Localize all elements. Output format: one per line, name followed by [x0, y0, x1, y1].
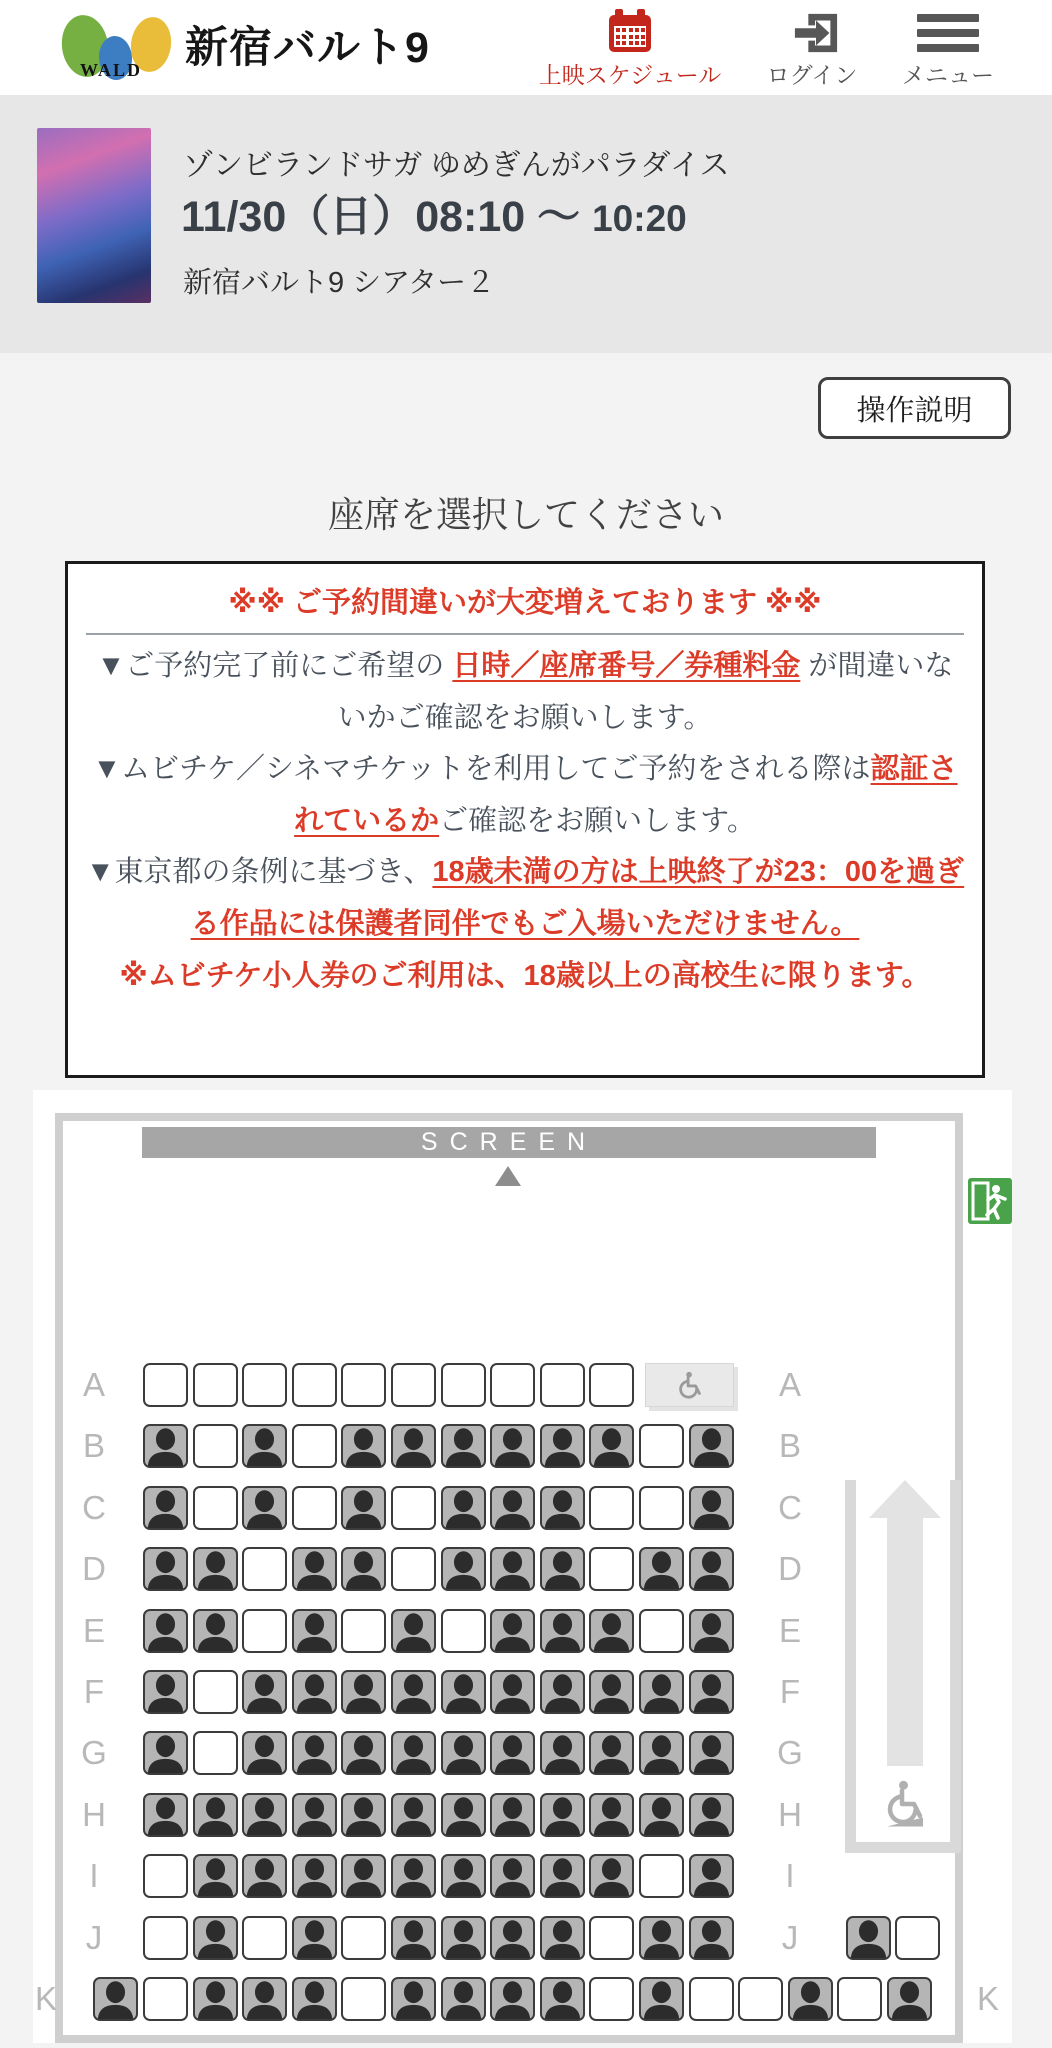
row-label-left-E: E — [82, 1612, 105, 1649]
row-label-right-A: A — [778, 1366, 801, 1403]
seat-G6 — [391, 1731, 436, 1775]
seat-B12 — [689, 1424, 734, 1468]
seat-J3[interactable] — [242, 1916, 287, 1960]
notice-divider — [86, 633, 964, 635]
seat-D12 — [689, 1547, 734, 1591]
seat-A8[interactable] — [490, 1363, 535, 1407]
wald-logo-text: WALD — [80, 60, 143, 80]
seat-D9 — [540, 1547, 585, 1591]
seat-A5[interactable] — [341, 1363, 386, 1407]
seat-A10[interactable] — [589, 1363, 634, 1407]
seat-D8 — [490, 1547, 535, 1591]
aisle-up-arrow-icon — [869, 1480, 941, 1518]
seat-E5[interactable] — [341, 1609, 386, 1653]
emergency-exit-icon — [968, 1178, 1012, 1224]
seat-B4[interactable] — [292, 1424, 337, 1468]
seat-A9[interactable] — [540, 1363, 585, 1407]
seat-J6 — [391, 1916, 436, 1960]
help-button[interactable]: 操作説明 — [818, 377, 1011, 439]
seat-F9 — [540, 1670, 585, 1714]
row-label-left-J: J — [85, 1919, 103, 1956]
seat-K12 — [639, 1977, 684, 2021]
movie-info-section — [0, 95, 1052, 353]
seat-J8 — [490, 1916, 535, 1960]
row-label-right-I: I — [785, 1857, 795, 1894]
seat-E3[interactable] — [242, 1609, 287, 1653]
seat-E7[interactable] — [441, 1609, 486, 1653]
seat-E10 — [589, 1609, 634, 1653]
seat-A4[interactable] — [292, 1363, 337, 1407]
seat-A3[interactable] — [242, 1363, 287, 1407]
seat-D7 — [441, 1547, 486, 1591]
row-label-left-C: C — [82, 1489, 106, 1526]
header-bar — [0, 0, 1052, 95]
seat-D11 — [639, 1547, 684, 1591]
seat-G5 — [341, 1731, 386, 1775]
seat-F4 — [292, 1670, 337, 1714]
seat-G1 — [143, 1731, 188, 1775]
seat-J13 — [846, 1916, 891, 1960]
site-name: 新宿バルト9 — [185, 24, 430, 72]
row-label-right-G: G — [777, 1734, 803, 1771]
seat-K4 — [242, 1977, 287, 2021]
seat-J10[interactable] — [589, 1916, 634, 1960]
notice-paragraph: ▼ご予約完了前にご希望の 日時／座席番号／券種料金 が間違いないかご確認をお願いします。 — [96, 650, 954, 734]
seat-E11[interactable] — [639, 1609, 684, 1653]
notice-paragraph: ▼東京都の条例に基づき、18歳未満の方は上映終了が23：00を過ぎる作品には保護者同伴でもご入場いただけません。 — [85, 856, 965, 941]
seat-B7 — [441, 1424, 486, 1468]
seat-I12 — [689, 1854, 734, 1898]
seat-C3 — [242, 1486, 287, 1530]
seat-A6[interactable] — [391, 1363, 436, 1407]
movie-venue: 新宿バルト9 シアター２ — [183, 267, 496, 299]
seat-I7 — [441, 1854, 486, 1898]
seat-H2 — [193, 1793, 238, 1837]
seat-J12 — [689, 1916, 734, 1960]
wheelchair-seat-space[interactable] — [645, 1363, 734, 1407]
movie-poster — [37, 128, 151, 303]
seat-G8 — [490, 1731, 535, 1775]
row-label-right-B: B — [778, 1427, 801, 1464]
seat-E2 — [193, 1609, 238, 1653]
seat-H3 — [242, 1793, 287, 1837]
movie-end-time: 10:20 — [592, 198, 687, 239]
seat-B1 — [143, 1424, 188, 1468]
seat-J9 — [540, 1916, 585, 1960]
seat-H5 — [341, 1793, 386, 1837]
seat-G3 — [242, 1731, 287, 1775]
seat-K6[interactable] — [341, 1977, 386, 2021]
seat-G11 — [639, 1731, 684, 1775]
seat-K14[interactable] — [738, 1977, 783, 2021]
row-label-left-A: A — [82, 1366, 105, 1403]
nav-menu-label: メニュー — [902, 62, 994, 88]
seat-G2[interactable] — [193, 1731, 238, 1775]
seat-H6 — [391, 1793, 436, 1837]
seat-E9 — [540, 1609, 585, 1653]
seat-F12 — [689, 1670, 734, 1714]
seat-C6[interactable] — [391, 1486, 436, 1530]
row-label-left-H: H — [82, 1796, 106, 1833]
seat-G4 — [292, 1731, 337, 1775]
seat-E6 — [391, 1609, 436, 1653]
seat-F6 — [391, 1670, 436, 1714]
seat-B9 — [540, 1424, 585, 1468]
seat-C7 — [441, 1486, 486, 1530]
row-label-left-K: K — [34, 1980, 57, 2017]
seat-C10[interactable] — [589, 1486, 634, 1530]
seat-K10 — [540, 1977, 585, 2021]
seat-H8 — [490, 1793, 535, 1837]
seat-I8 — [490, 1854, 535, 1898]
row-label-right-F: F — [779, 1673, 801, 1710]
notice-box — [65, 561, 985, 1078]
aisle-up-arrow-shaft — [887, 1518, 923, 1766]
seat-A7[interactable] — [441, 1363, 486, 1407]
seat-K7 — [391, 1977, 436, 2021]
seat-C4[interactable] — [292, 1486, 337, 1530]
seat-K15 — [788, 1977, 833, 2021]
seat-I5 — [341, 1854, 386, 1898]
seat-C2[interactable] — [193, 1486, 238, 1530]
seat-B3 — [242, 1424, 287, 1468]
seat-D6[interactable] — [391, 1547, 436, 1591]
seat-K1 — [93, 1977, 138, 2021]
seat-I9 — [540, 1854, 585, 1898]
seat-F10 — [589, 1670, 634, 1714]
seat-K5 — [292, 1977, 337, 2021]
login-icon — [791, 10, 841, 56]
seat-C9 — [540, 1486, 585, 1530]
seat-H12 — [689, 1793, 734, 1837]
seat-G12 — [689, 1731, 734, 1775]
seat-E1 — [143, 1609, 188, 1653]
seat-J7 — [441, 1916, 486, 1960]
seat-F7 — [441, 1670, 486, 1714]
seat-G10 — [589, 1731, 634, 1775]
row-label-left-I: I — [89, 1857, 99, 1894]
seat-J14[interactable] — [895, 1916, 940, 1960]
aisle-wall-left — [845, 1480, 856, 1853]
seat-K9 — [490, 1977, 535, 2021]
seat-D2 — [193, 1547, 238, 1591]
screen-direction-triangle — [495, 1166, 521, 1186]
seat-C12 — [689, 1486, 734, 1530]
aisle-wall-right — [950, 1480, 961, 1853]
seat-C11[interactable] — [639, 1486, 684, 1530]
row-label-right-H: H — [778, 1796, 802, 1833]
seat-J11 — [639, 1916, 684, 1960]
seat-B2[interactable] — [193, 1424, 238, 1468]
seat-K8 — [441, 1977, 486, 2021]
seat-B11[interactable] — [639, 1424, 684, 1468]
seat-H1 — [143, 1793, 188, 1837]
seat-K16[interactable] — [837, 1977, 882, 2021]
seat-D3[interactable] — [242, 1547, 287, 1591]
seat-E8 — [490, 1609, 535, 1653]
seat-C5 — [341, 1486, 386, 1530]
row-label-right-K: K — [976, 1980, 999, 2017]
notice-paragraph: ※ムビチケ小人券のご利用は、18歳以上の高校生に限ります。 — [119, 959, 931, 992]
seat-K11[interactable] — [589, 1977, 634, 2021]
nav-schedule-label: 上映スケジュール — [538, 62, 722, 88]
seat-B5 — [341, 1424, 386, 1468]
seat-G9 — [540, 1731, 585, 1775]
seat-C1 — [143, 1486, 188, 1530]
row-label-right-D: D — [778, 1550, 802, 1587]
seat-A2[interactable] — [193, 1363, 238, 1407]
seat-E12 — [689, 1609, 734, 1653]
seat-H4 — [292, 1793, 337, 1837]
seat-B8 — [490, 1424, 535, 1468]
seat-J1[interactable] — [143, 1916, 188, 1960]
wheelchair-ramp-icon — [881, 1778, 929, 1830]
row-label-right-E: E — [778, 1612, 801, 1649]
seat-A1[interactable] — [143, 1363, 188, 1407]
row-label-right-J: J — [781, 1919, 799, 1956]
seat-H9 — [540, 1793, 585, 1837]
seat-E4 — [292, 1609, 337, 1653]
seat-F3 — [242, 1670, 287, 1714]
seat-H7 — [441, 1793, 486, 1837]
row-label-right-C: C — [778, 1489, 802, 1526]
seat-D10[interactable] — [589, 1547, 634, 1591]
row-label-left-F: F — [83, 1673, 105, 1710]
seat-G7 — [441, 1731, 486, 1775]
seat-map-card — [33, 1090, 1012, 2043]
wheelchair-icon — [675, 1369, 705, 1401]
seat-I2 — [193, 1854, 238, 1898]
seat-I4 — [292, 1854, 337, 1898]
page-instruction: 座席を選択してください — [327, 494, 724, 535]
notice-body — [84, 641, 966, 1002]
seat-F1 — [143, 1670, 188, 1714]
row-label-left-D: D — [82, 1550, 106, 1587]
seat-J4 — [292, 1916, 337, 1960]
seat-I10 — [589, 1854, 634, 1898]
seat-D5 — [341, 1547, 386, 1591]
seat-F11 — [639, 1670, 684, 1714]
row-label-left-G: G — [81, 1734, 107, 1771]
seat-H10 — [589, 1793, 634, 1837]
seat-B10 — [589, 1424, 634, 1468]
row-label-left-B: B — [82, 1427, 105, 1464]
seat-J2 — [193, 1916, 238, 1960]
seat-I1[interactable] — [143, 1854, 188, 1898]
seat-C8 — [490, 1486, 535, 1530]
seat-K2[interactable] — [143, 1977, 188, 2021]
seat-I11[interactable] — [639, 1854, 684, 1898]
seat-H11 — [639, 1793, 684, 1837]
aisle-wall-bottom — [845, 1842, 961, 1853]
seat-K3 — [193, 1977, 238, 2021]
seat-F2[interactable] — [193, 1670, 238, 1714]
notice-paragraph: ▼ムビチケ／シネマチケットを利用してご予約をされる際は認証されているかご確認をお願いします。 — [92, 753, 958, 837]
calendar-icon — [607, 8, 653, 54]
seat-I3 — [242, 1854, 287, 1898]
seat-K17 — [887, 1977, 932, 2021]
movie-datetime — [181, 183, 687, 244]
notice-title: ※※ ご予約間違いが大変増えております ※※ — [228, 587, 822, 619]
movie-start: 11/30（日）08:10 ～ — [181, 193, 593, 241]
seat-F8 — [490, 1670, 535, 1714]
seat-B6 — [391, 1424, 436, 1468]
seat-K13[interactable] — [689, 1977, 734, 2021]
seat-J5[interactable] — [341, 1916, 386, 1960]
seat-I6 — [391, 1854, 436, 1898]
seat-D1 — [143, 1547, 188, 1591]
nav-login-label: ログイン — [766, 62, 858, 88]
seat-F5 — [341, 1670, 386, 1714]
seat-D4 — [292, 1547, 337, 1591]
movie-title: ゾンビランドサガ ゆめぎんがパラダイス — [183, 149, 730, 182]
screen-bar: SCREEN — [142, 1127, 876, 1158]
